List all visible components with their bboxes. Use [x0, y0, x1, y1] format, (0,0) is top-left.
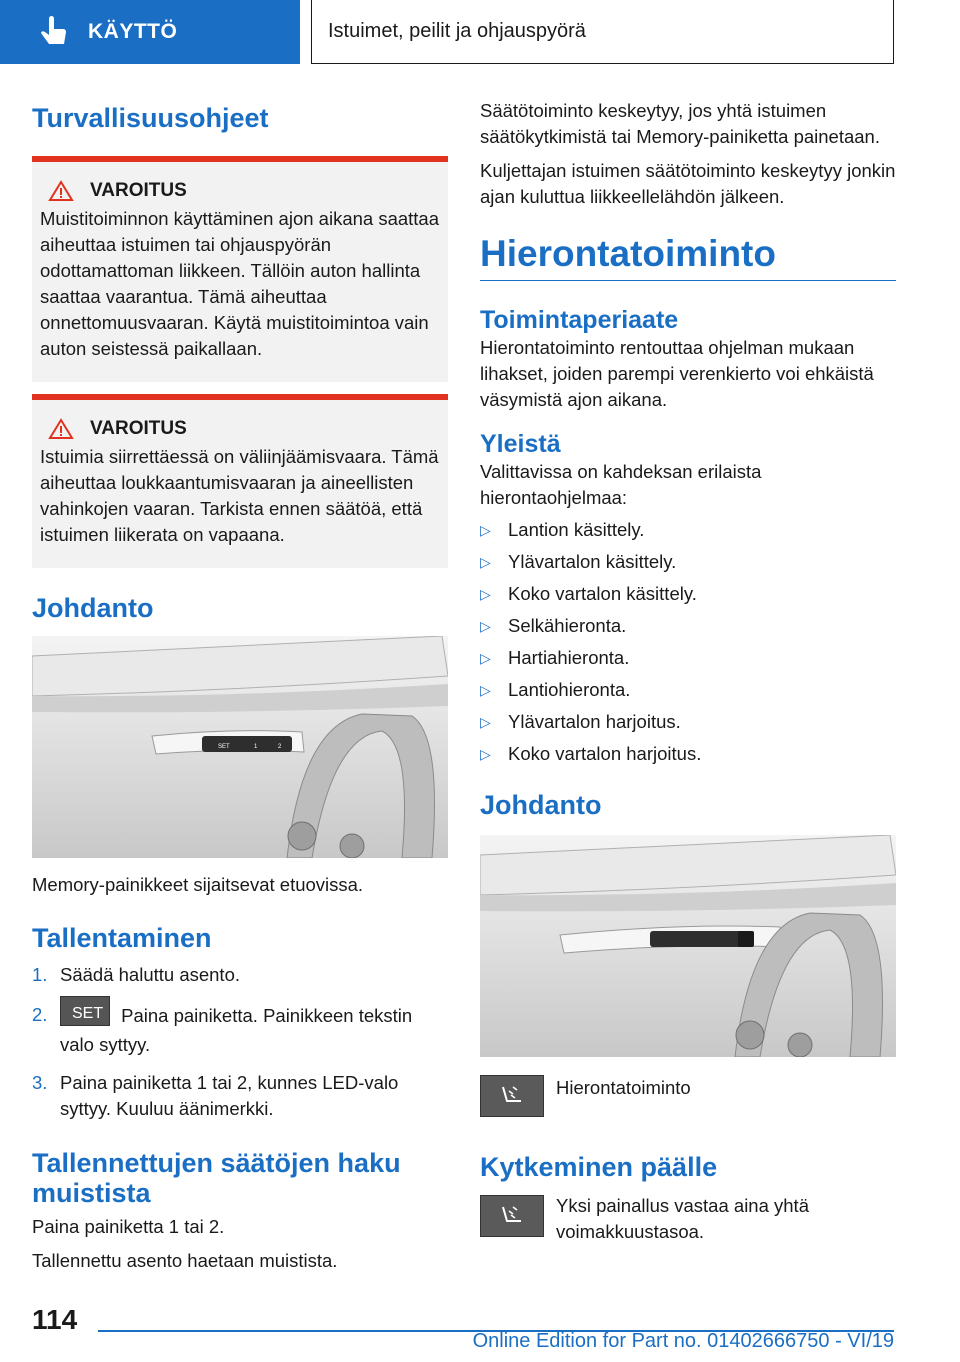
- list-item: ▷ Ylävartalon harjoitus.: [480, 711, 681, 732]
- page-header: [0, 0, 960, 66]
- massage-title-block: [480, 232, 896, 281]
- switch-on-row: [480, 1195, 896, 1245]
- button-2-label: 2: [278, 744, 282, 750]
- principle-text: Hierontatoiminto rentouttaa ohjelman mukaan lihakset, joiden parempi verenkierto voi ehkäistä väsymistä ajon aikana.: [480, 337, 874, 410]
- warning-box: [32, 156, 448, 382]
- massage-heading: Hierontatoiminto: [480, 233, 776, 274]
- recall-result: Tallennettu asento haetaan muistista.: [32, 1250, 338, 1271]
- recall-step: Paina painiketta 1 tai 2.: [32, 1216, 225, 1237]
- warning-label: VAROITUS: [90, 418, 187, 439]
- edition-text: Online Edition for Part no. 01402666750 - VI/19: [472, 1330, 894, 1352]
- list-item: ▷ Lantiohieronta.: [480, 679, 631, 700]
- list-item: ▷ Selkähieronta.: [480, 615, 627, 636]
- list-item: ▷ Ylävartalon käsittely.: [480, 551, 677, 572]
- recall-heading: Tallennettujen säätöjen haku muistista: [32, 1148, 401, 1208]
- principle-heading: Toimintaperiaate: [480, 306, 679, 334]
- set-button-icon: SET: [60, 996, 110, 1026]
- icon-caption: Hierontatoiminto: [556, 1077, 691, 1098]
- warning-text: Muistitoiminnon käyttäminen ajon aikana saattaa aiheuttaa istuimen tai ohjauspyörän odottamattoman liikkeen. Tällöin auton hallinta saattaa vaarantua. Tämä aiheuttaa onnettomuusvaaran. Käytä muistitoimintoa vain auton seistessä paikallaan.: [40, 208, 440, 359]
- warning-text: Istuimia siirrettäessä on väliinjäämisvaara. Tämä aiheuttaa loukkaantumisvaaran ja aineellisten vahinkojen vaaran. Tarkista ennen säätöä, että istuimen liikerata on vapaana.: [40, 446, 439, 545]
- image-caption: Memory-painikkeet sijaitsevat etuovissa.: [32, 874, 364, 895]
- save-steps: [32, 962, 448, 1122]
- massage-programs-list: [480, 517, 896, 767]
- warning-box: [32, 394, 448, 568]
- intro-heading-right: Johdanto: [480, 790, 602, 820]
- list-item: 2. SET Paina painiketta. Painikkeen tekstin valo syttyy.: [32, 1002, 448, 1058]
- general-heading: Yleistä: [480, 430, 561, 458]
- chapter-title: Istuimet, peilit ja ohjauspyörä: [328, 20, 586, 42]
- section-label: KÄYTTÖ: [88, 20, 178, 43]
- intro-heading: Johdanto: [32, 593, 154, 623]
- list-item: ▷ Hartiahieronta.: [480, 647, 630, 668]
- page-footer: [0, 1300, 960, 1362]
- general-text: Valittavissa on kahdeksan erilaista hierontaohjelmaa:: [480, 461, 762, 508]
- list-item: ▷ Lantion käsittely.: [480, 519, 645, 540]
- list-item: 1. Säädä haluttu asento.: [32, 964, 241, 985]
- paragraph: Kuljettajan istuimen säätötoiminto keskeytyy jonkin ajan kuluttua liikkeellelähdön jälkeen.: [480, 160, 896, 207]
- massage-icon-row: [480, 1075, 896, 1117]
- right-column: [480, 98, 896, 1245]
- page-number: 114: [32, 1304, 78, 1335]
- door-panel-illustration: [32, 636, 448, 858]
- list-item: 3. Paina painiketta 1 tai 2, kunnes LED-valo syttyy. Kuuluu äänimerkki.: [32, 1072, 399, 1119]
- left-column: [32, 90, 448, 1274]
- massage-seat-icon: [480, 1195, 544, 1237]
- switch-on-text: Yksi painallus vastaa aina yhtä voimakkuustasoa.: [556, 1195, 809, 1242]
- section-tab[interactable]: [0, 0, 300, 64]
- safety-heading: Turvallisuusohjeet: [32, 103, 269, 133]
- massage-seat-icon: [480, 1075, 544, 1117]
- door-massage-buttons-image: [480, 835, 896, 1057]
- save-heading: Tallentaminen: [32, 923, 212, 953]
- door-memory-buttons-image: [32, 636, 448, 858]
- warning-label: VAROITUS: [90, 180, 187, 201]
- door-panel-illustration: [480, 835, 896, 1057]
- warning-triangle-icon: [48, 418, 74, 440]
- chapter-tab[interactable]: [311, 0, 894, 64]
- warning-triangle-icon: [48, 180, 74, 202]
- button-1-label: 1: [254, 744, 258, 750]
- list-item: ▷ Koko vartalon harjoitus.: [480, 743, 702, 764]
- button-set-label: SET: [218, 744, 230, 750]
- paragraph: Säätötoiminto keskeytyy, jos yhtä istuimen säätökytkimistä tai Memory-painiketta painetaan.: [480, 100, 880, 147]
- list-item: ▷ Koko vartalon käsittely.: [480, 583, 697, 604]
- hand-pointer-icon: [38, 15, 72, 49]
- switch-on-heading: Kytkeminen päälle: [480, 1152, 718, 1182]
